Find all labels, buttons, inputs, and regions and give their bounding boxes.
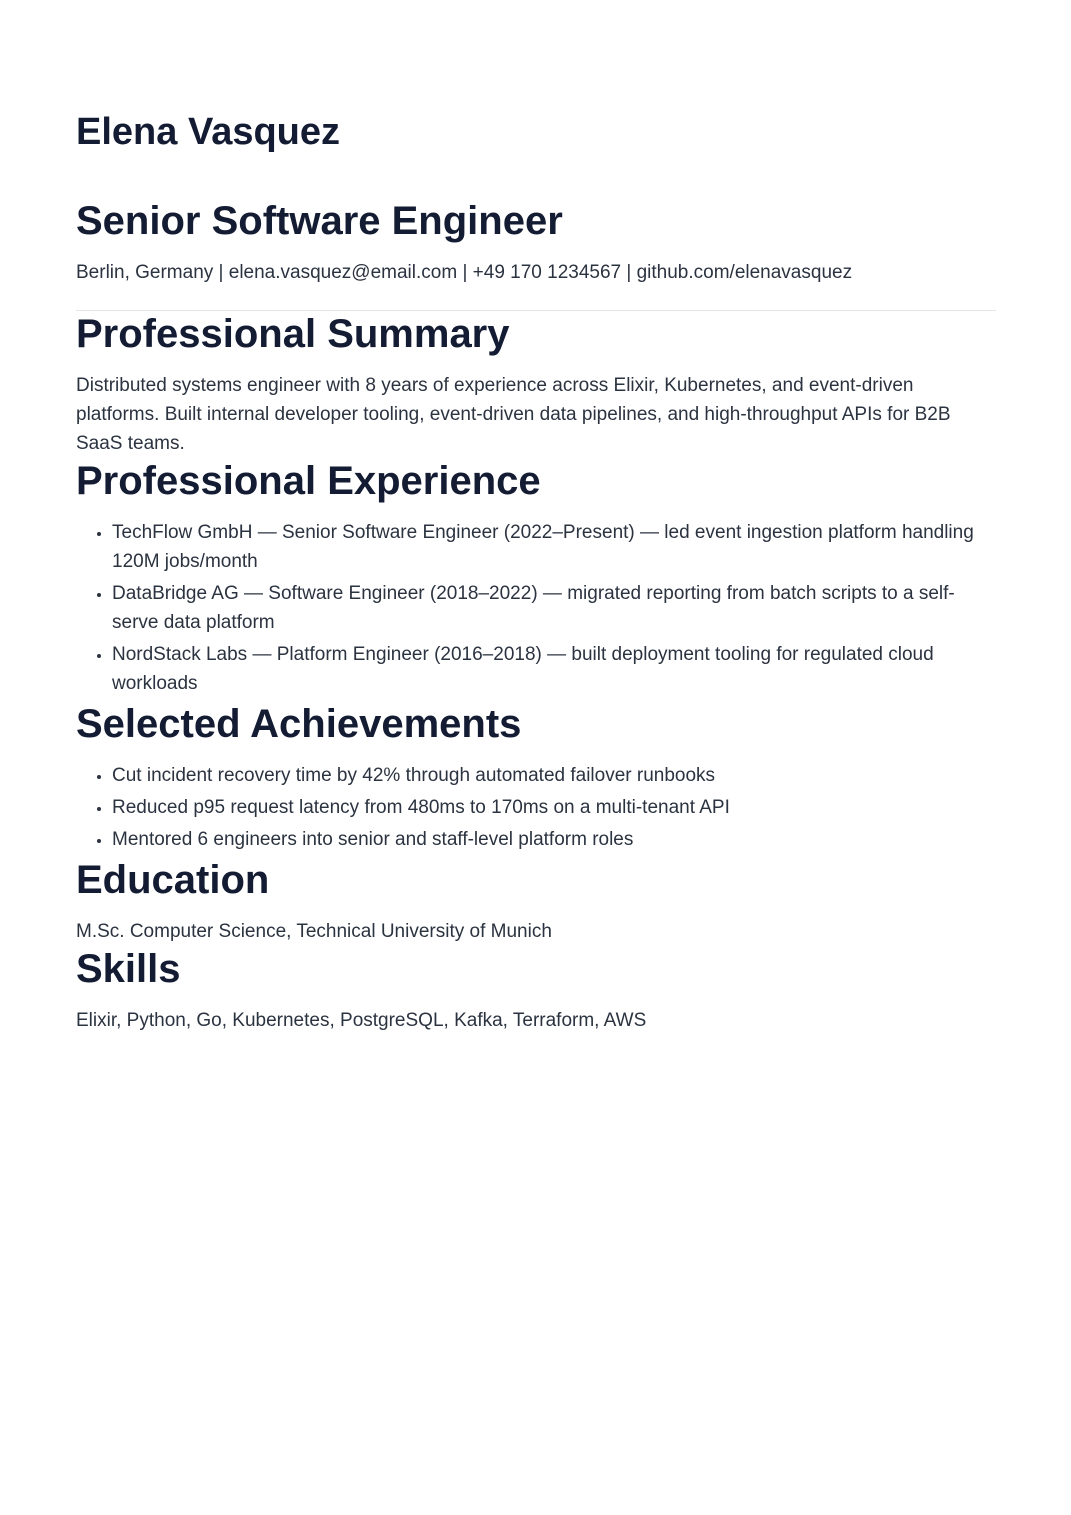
contact-line: Berlin, Germany | elena.vasquez@email.com | +49 170 1234567 | github.com/elenavasquez <box>76 262 853 283</box>
education-text: M.Sc. Computer Science, Technical University of Munich <box>76 921 552 942</box>
summary-section <box>76 311 996 458</box>
achievements-section <box>76 701 996 854</box>
summary-text: Distributed systems engineer with 8 years of experience across Elixir, Kubernetes, and event-driven platforms. Built internal developer tooling, event-driven data pipelines, and high-throughput APIs for B2B SaaS teams. <box>76 375 951 454</box>
achievements-heading: Selected Achievements <box>76 702 522 746</box>
achievement-item: • Mentored 6 engineers into senior and staff-level platform roles <box>112 825 996 854</box>
candidate-name: Elena Vasquez <box>76 111 341 153</box>
skills-text: Elixir, Python, Go, Kubernetes, PostgreSQL, Kafka, Terraform, AWS <box>76 1010 647 1031</box>
skills-heading: Skills <box>76 947 181 991</box>
experience-item: • DataBridge AG — Software Engineer (2018–2022) — migrated reporting from batch scripts to a self-serve data platform <box>112 579 996 637</box>
achievements-list <box>76 761 996 854</box>
summary-heading: Professional Summary <box>76 312 510 356</box>
skills-section <box>76 946 996 1035</box>
experience-item: • NordStack Labs — Platform Engineer (2016–2018) — built deployment tooling for regulated cloud workloads <box>112 640 996 698</box>
education-section <box>76 857 996 946</box>
experience-item: • TechFlow GmbH — Senior Software Engineer (2022–Present) — led event ingestion platform handling 120M jobs/month <box>112 518 996 576</box>
experience-list <box>76 518 996 698</box>
job-title: Senior Software Engineer <box>76 199 563 243</box>
experience-heading: Professional Experience <box>76 459 541 503</box>
education-heading: Education <box>76 858 270 902</box>
experience-section <box>76 458 996 698</box>
achievement-item: • Reduced p95 request latency from 480ms to 170ms on a multi-tenant API <box>112 793 996 822</box>
achievement-item: • Cut incident recovery time by 42% through automated failover runbooks <box>112 761 996 790</box>
